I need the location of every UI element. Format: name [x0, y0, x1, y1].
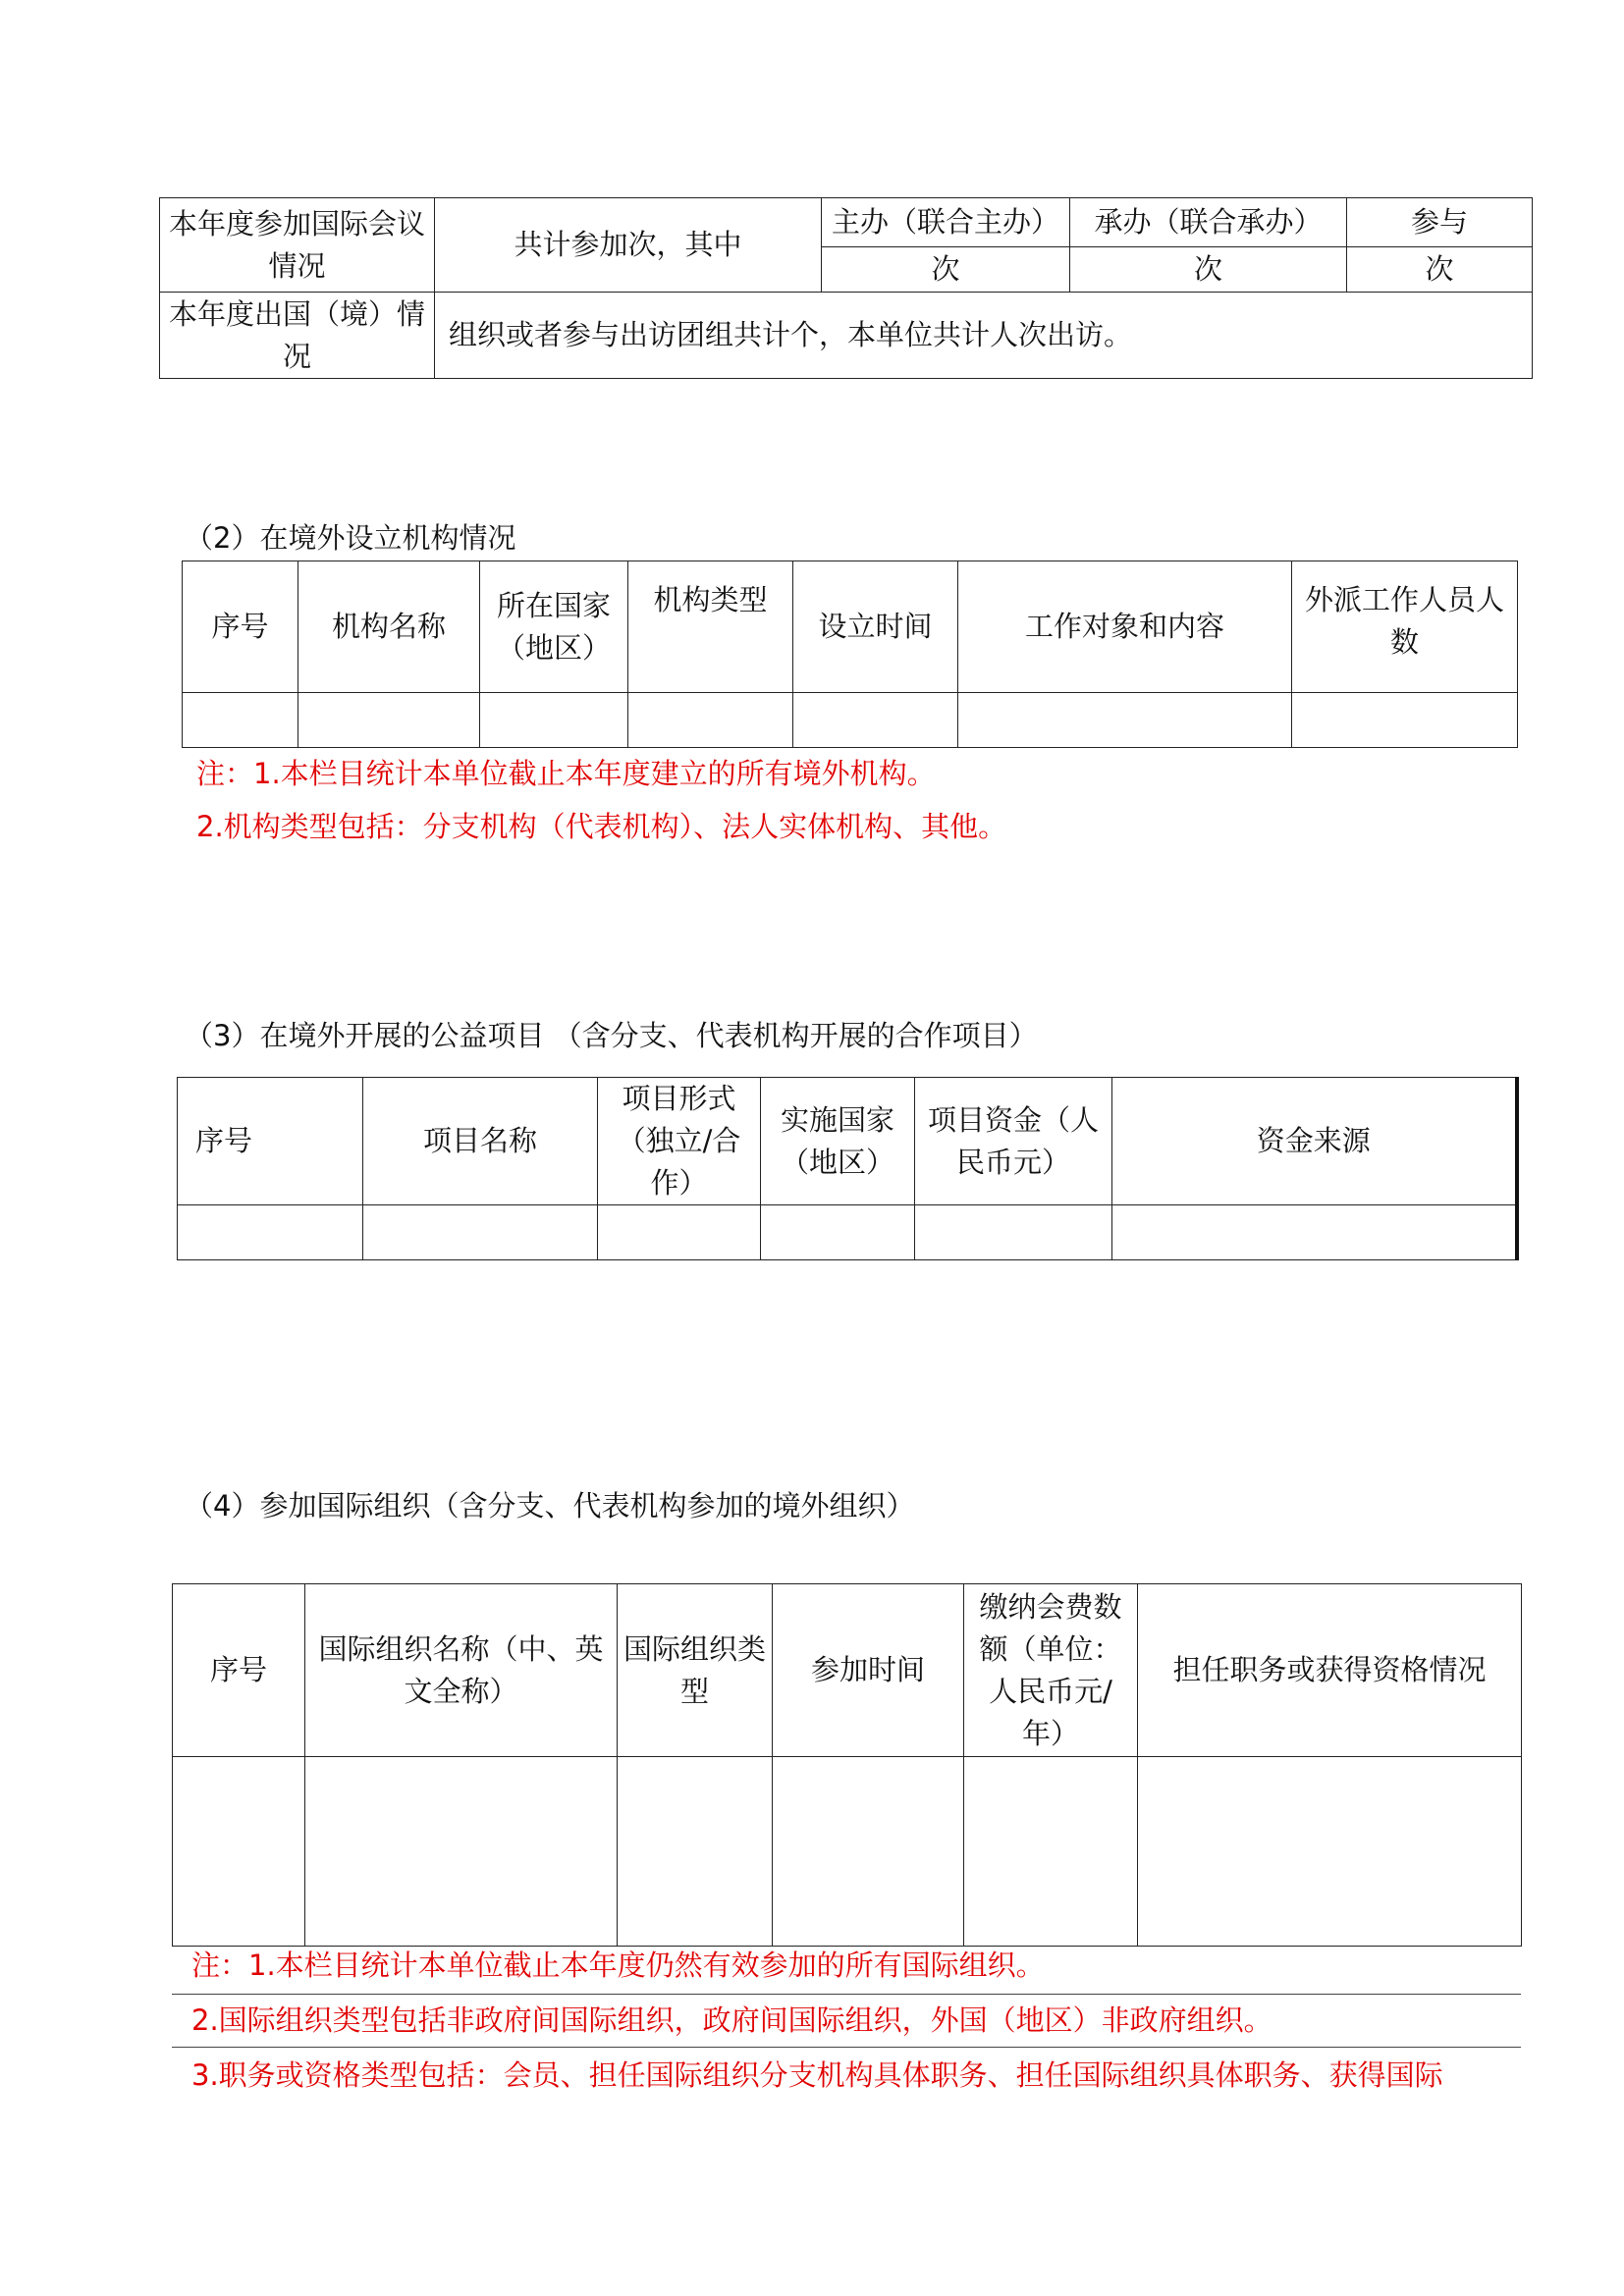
- empty-cell[interactable]: [178, 1205, 363, 1260]
- col-header-project-name: 项目名称: [363, 1078, 598, 1205]
- col-header-staff-count: 外派工作人员人数: [1292, 561, 1518, 693]
- section2-title: （2）在境外设立机构情况: [185, 521, 516, 555]
- col-header-country: 实施国家（地区）: [761, 1078, 915, 1205]
- conference-label: 本年度参加国际会议情况: [160, 198, 435, 293]
- col-header-institution-type: 机构类型: [628, 561, 793, 693]
- col-header-work-content: 工作对象和内容: [958, 561, 1292, 693]
- empty-cell[interactable]: [618, 1757, 773, 1947]
- col-header-institution-name: 机构名称: [298, 561, 480, 693]
- header-participate: 参与: [1347, 198, 1533, 247]
- col-header-index: 序号: [178, 1078, 363, 1205]
- col-header-country: 所在国家（地区）: [480, 561, 628, 693]
- overseas-institutions-table: [182, 561, 1518, 748]
- section3-title: （3）在境外开展的公益项目 （含分支、代表机构开展的合作项目）: [185, 1019, 1038, 1052]
- divider: [172, 1994, 1521, 1995]
- col-header-org-type: 国际组织类型: [618, 1584, 773, 1757]
- col-header-project-funds: 项目资金（人民币元）: [915, 1078, 1112, 1205]
- section2-note-2: 2.机构类型包括：分支机构（代表机构）、法人实体机构、其他。: [196, 810, 1007, 843]
- empty-cell[interactable]: [363, 1205, 598, 1260]
- empty-cell[interactable]: [183, 693, 298, 748]
- empty-cell[interactable]: [480, 693, 628, 748]
- col-header-project-form: 项目形式（独立/合作）: [598, 1078, 761, 1205]
- divider: [172, 2047, 1521, 2048]
- count-organize: 次: [1070, 247, 1347, 293]
- section4-note-1: 注：1.本栏目统计本单位截止本年度仍然有效参加的所有国际组织。: [191, 1949, 1045, 1982]
- empty-cell[interactable]: [305, 1757, 618, 1947]
- count-participate: 次: [1347, 247, 1533, 293]
- table-row: [178, 1205, 1517, 1260]
- col-header-established: 设立时间: [793, 561, 958, 693]
- col-header-position: 担任职务或获得资格情况: [1138, 1584, 1522, 1757]
- outbound-text: 组织或者参与出访团组共计个，本单位共计人次出访。: [435, 293, 1533, 379]
- empty-cell[interactable]: [1138, 1757, 1522, 1947]
- section4-title: （4）参加国际组织（含分支、代表机构参加的境外组织）: [185, 1489, 915, 1522]
- empty-cell[interactable]: [298, 693, 480, 748]
- count-host: 次: [822, 247, 1070, 293]
- outbound-label: 本年度出国（境）情况: [160, 293, 435, 379]
- table-row: [183, 693, 1518, 748]
- section2-note-1: 注：1.本栏目统计本单位截止本年度建立的所有境外机构。: [196, 757, 936, 790]
- header-organize: 承办（联合承办）: [1070, 198, 1347, 247]
- empty-cell[interactable]: [793, 693, 958, 748]
- header-host: 主办（联合主办）: [822, 198, 1070, 247]
- empty-cell[interactable]: [773, 1757, 964, 1947]
- international-organizations-table: [172, 1583, 1522, 1947]
- international-activity-table: [159, 197, 1533, 379]
- empty-cell[interactable]: [1112, 1205, 1517, 1260]
- empty-cell[interactable]: [915, 1205, 1112, 1260]
- col-header-index: 序号: [173, 1584, 305, 1757]
- empty-cell[interactable]: [1292, 693, 1518, 748]
- empty-cell[interactable]: [958, 693, 1292, 748]
- empty-cell[interactable]: [173, 1757, 305, 1947]
- table-row: [173, 1757, 1522, 1947]
- col-header-membership-fee: 缴纳会费数额（单位：人民币元/年）: [964, 1584, 1138, 1757]
- col-header-org-name: 国际组织名称（中、英文全称）: [305, 1584, 618, 1757]
- public-welfare-projects-table: [177, 1077, 1519, 1260]
- empty-cell[interactable]: [761, 1205, 915, 1260]
- col-header-funding-source: 资金来源: [1112, 1078, 1517, 1205]
- conference-total: 共计参加次，其中: [435, 198, 822, 293]
- section4-note-2: 2.国际组织类型包括非政府间国际组织，政府间国际组织，外国（地区）非政府组织。: [191, 2003, 1272, 2037]
- empty-cell[interactable]: [628, 693, 793, 748]
- col-header-join-date: 参加时间: [773, 1584, 964, 1757]
- empty-cell[interactable]: [964, 1757, 1138, 1947]
- col-header-index: 序号: [183, 561, 298, 693]
- section4-note-3: 3.职务或资格类型包括：会员、担任国际组织分支机构具体职务、担任国际组织具体职务、获得国际: [191, 2058, 1443, 2092]
- empty-cell[interactable]: [598, 1205, 761, 1260]
